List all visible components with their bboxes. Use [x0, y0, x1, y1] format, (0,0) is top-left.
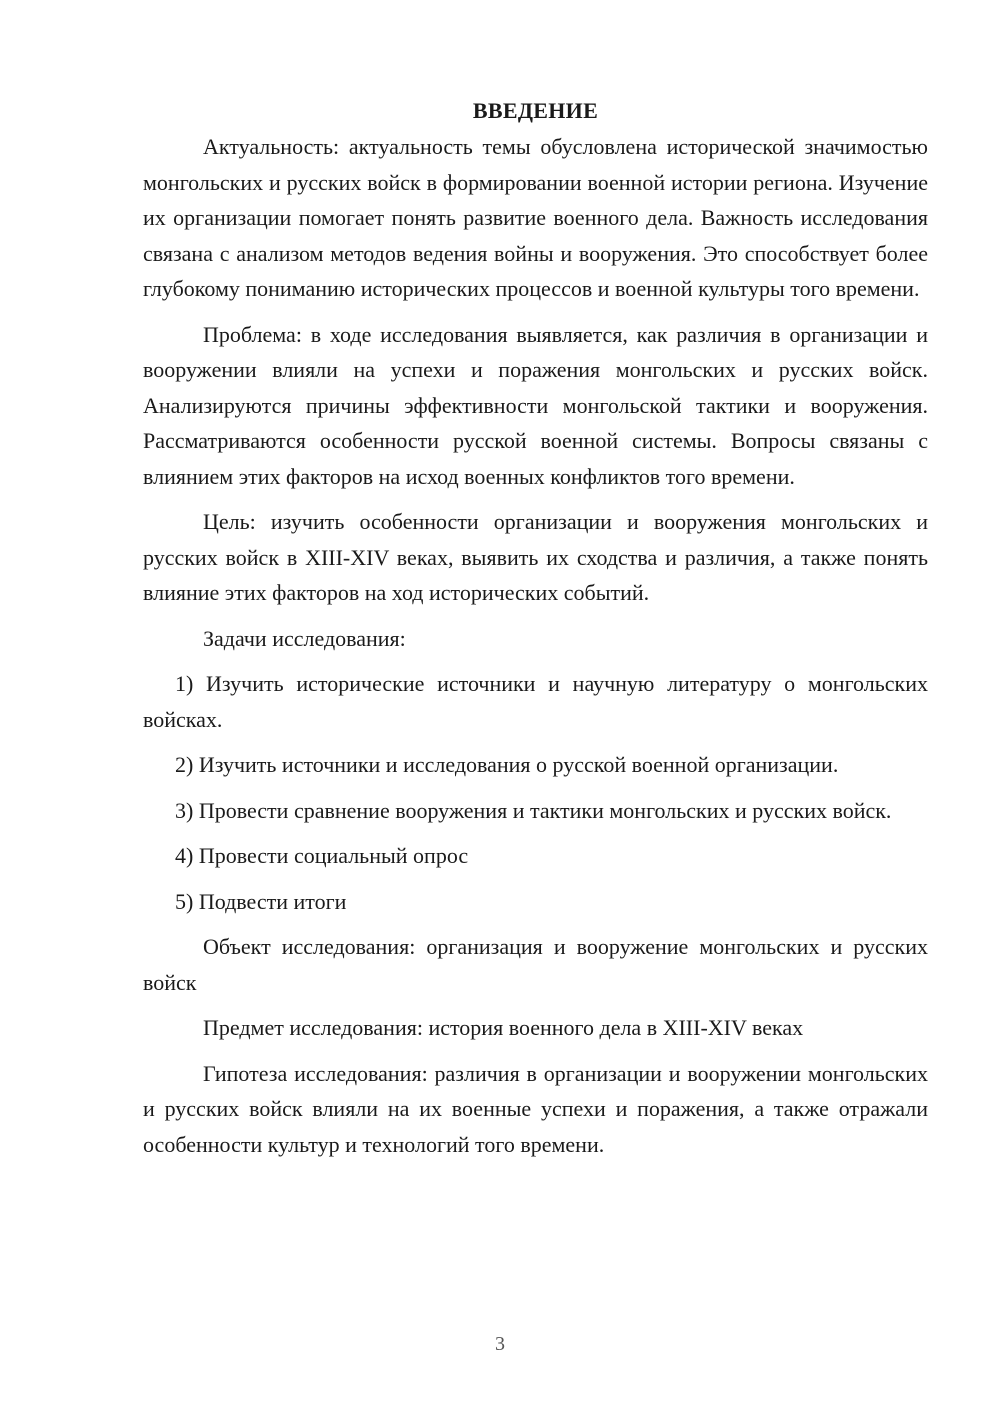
- object-paragraph: Объект исследования: организация и вооружение монгольских и русских войск: [143, 934, 928, 995]
- page-number: 3: [495, 1333, 505, 1355]
- task-item-2: 2) Изучить источники и исследования о русской военной организации.: [175, 752, 839, 777]
- tasks-heading: Задачи исследования:: [203, 625, 406, 651]
- hypothesis-paragraph: Гипотеза исследования: различия в организации и вооружении монгольских и русских войск влияли на их военные успехи и поражения, а также отражали особенности культур и технологий того времени.: [143, 1060, 928, 1157]
- task-item-4: 4) Провести социальный опрос: [175, 843, 469, 868]
- task-item-3: 3) Провести сравнение вооружения и тактики монгольских и русских войск.: [175, 797, 892, 823]
- page-title: ВВЕДЕНИЕ: [472, 98, 599, 123]
- task-item-5: 5) Подвести итоги: [175, 888, 347, 914]
- task-item-1: 1) Изучить исторические источники и научную литературу о монгольских войсках.: [143, 671, 928, 732]
- relevance-paragraph: Актуальность: актуальность темы обусловлена исторической значимостью монгольских и русских войск в формировании военной истории региона. Изучение их организации помогает понять развитие военного дела. Важность исследования связана с анализом методов ведения войны и вооружения. Это способствует более глубокому пониманию исторических процессов и военной культуры того времени.: [143, 134, 928, 301]
- problem-paragraph: Проблема: в ходе исследования выявляется, как различия в организации и вооружении влияли на успехи и поражения монгольских и русских войск. Анализируются причины эффективности монгольской тактики и вооружения. Рассматриваются особенности русской военной системы. Вопросы связаны с влиянием этих факторов на исход военных конфликтов того времени.: [143, 321, 928, 489]
- document-page: [143, 95, 928, 1162]
- subject-paragraph: Предмет исследования: история военного дела в XIII-XIV веках: [203, 1015, 804, 1040]
- goal-paragraph: Цель: изучить особенности организации и вооружения монгольских и русских войск в XIII-XIV веках, выявить их сходства и различия, а также понять влияние этих факторов на ход исторических событий.: [143, 509, 928, 605]
